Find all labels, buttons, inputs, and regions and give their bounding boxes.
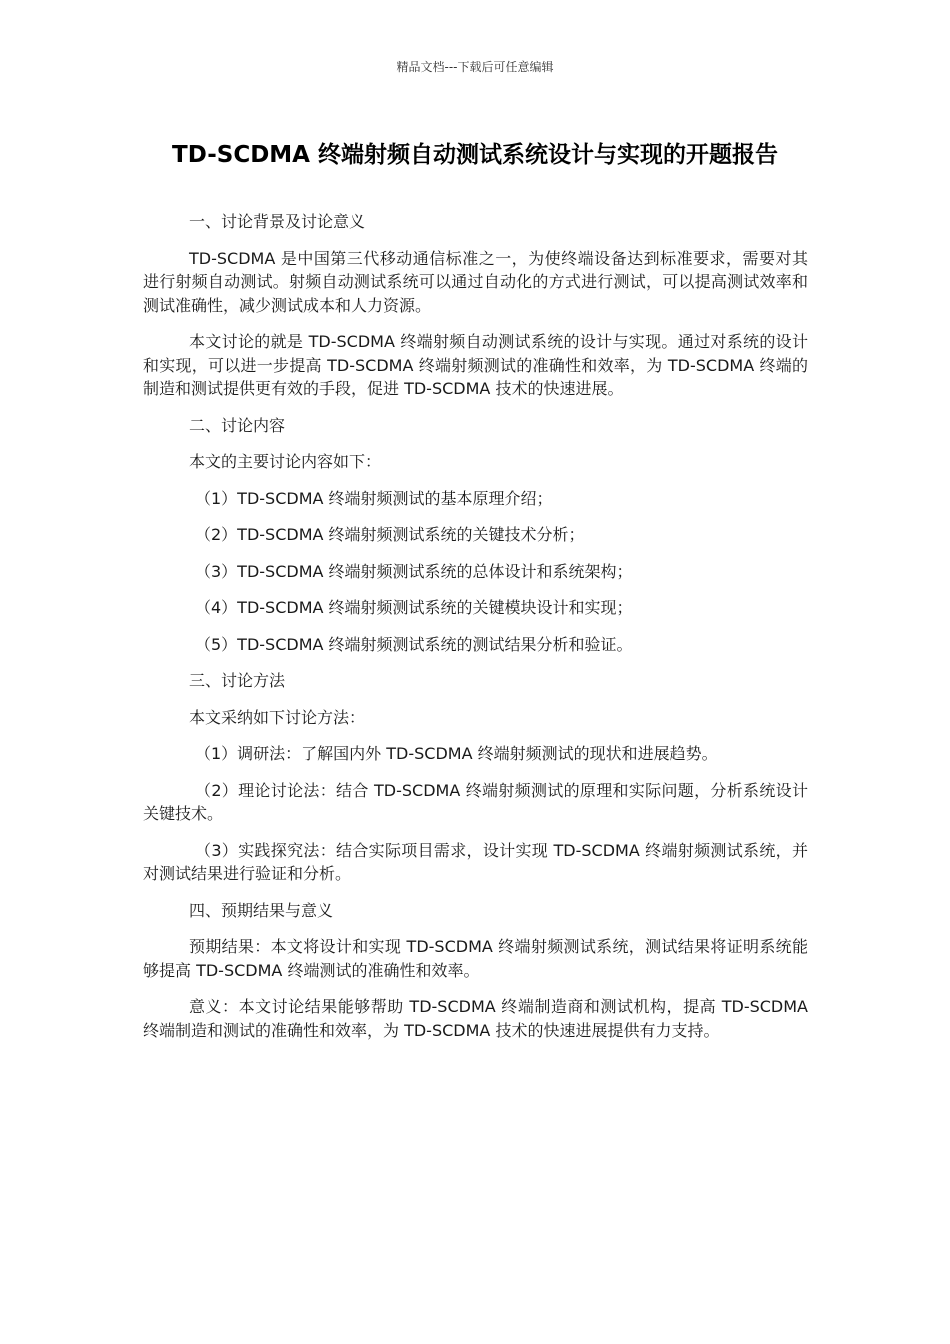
page-header-watermark: 精品文档---下载后可任意编辑 bbox=[396, 60, 554, 74]
body-paragraph: 本文讨论的就是 TD-SCDMA 终端射频自动测试系统的设计与实现。通过对系统的设计和实现，可以进一步提高 TD-SCDMA 终端射频测试的准确性和效率，为 TD-SCDMA 终端的制造和测试提供更有效的手段，促进 TD-SCDMA 技术的快速进展。 bbox=[143, 332, 808, 398]
section-heading: 三、讨论方法 bbox=[189, 671, 286, 690]
document-title: TD-SCDMA 终端射频自动测试系统设计与实现的开题报告 bbox=[172, 142, 778, 168]
body-paragraph: 本文的主要讨论内容如下： bbox=[189, 452, 382, 471]
document-body bbox=[143, 210, 808, 1055]
list-item: （1）TD-SCDMA 终端射频测试的基本原理介绍； bbox=[195, 488, 553, 508]
method-item: （3）实践探究法：结合实际项目需求，设计实现 TD-SCDMA 终端射频测试系统，并对测试结果进行验证和分析。 bbox=[143, 840, 808, 883]
section-heading: 四、预期结果与意义 bbox=[189, 900, 334, 920]
body-paragraph: 意义：本文讨论结果能够帮助 TD-SCDMA 终端制造商和测试机构，提高 TD-SCDMA 终端制造和测试的准确性和效率，为 TD-SCDMA 技术的快速进展提供有力支持。 bbox=[143, 997, 808, 1040]
list-item: （4）TD-SCDMA 终端射频测试系统的关键模块设计和实现； bbox=[195, 598, 633, 617]
section-heading: 二、讨论内容 bbox=[189, 415, 286, 435]
body-paragraph: 本文采纳如下讨论方法： bbox=[189, 707, 366, 727]
method-item: （1）调研法：了解国内外 TD-SCDMA 终端射频测试的现状和进展趋势。 bbox=[195, 744, 718, 763]
list-item: （5）TD-SCDMA 终端射频测试系统的测试结果分析和验证。 bbox=[195, 634, 633, 654]
body-paragraph: TD-SCDMA 是中国第三代移动通信标准之一，为使终端设备达到标准要求，需要对其进行射频自动测试。射频自动测试系统可以通过自动化的方式进行测试，可以提高测试效率和测试准确性，减少测试成本和人力资源。 bbox=[143, 248, 808, 315]
body-paragraph: 预期结果：本文将设计和实现 TD-SCDMA 终端射频测试系统，测试结果将证明系统能够提高 TD-SCDMA 终端测试的准确性和效率。 bbox=[143, 937, 808, 980]
list-item: （2）TD-SCDMA 终端射频测试系统的关键技术分析； bbox=[195, 525, 585, 544]
list-item: （3）TD-SCDMA 终端射频测试系统的总体设计和系统架构； bbox=[195, 561, 633, 581]
section-heading: 一、讨论背景及讨论意义 bbox=[189, 212, 366, 231]
method-item: （2）理论讨论法：结合 TD-SCDMA 终端射频测试的原理和实际问题，分析系统设计关键技术。 bbox=[143, 780, 808, 823]
